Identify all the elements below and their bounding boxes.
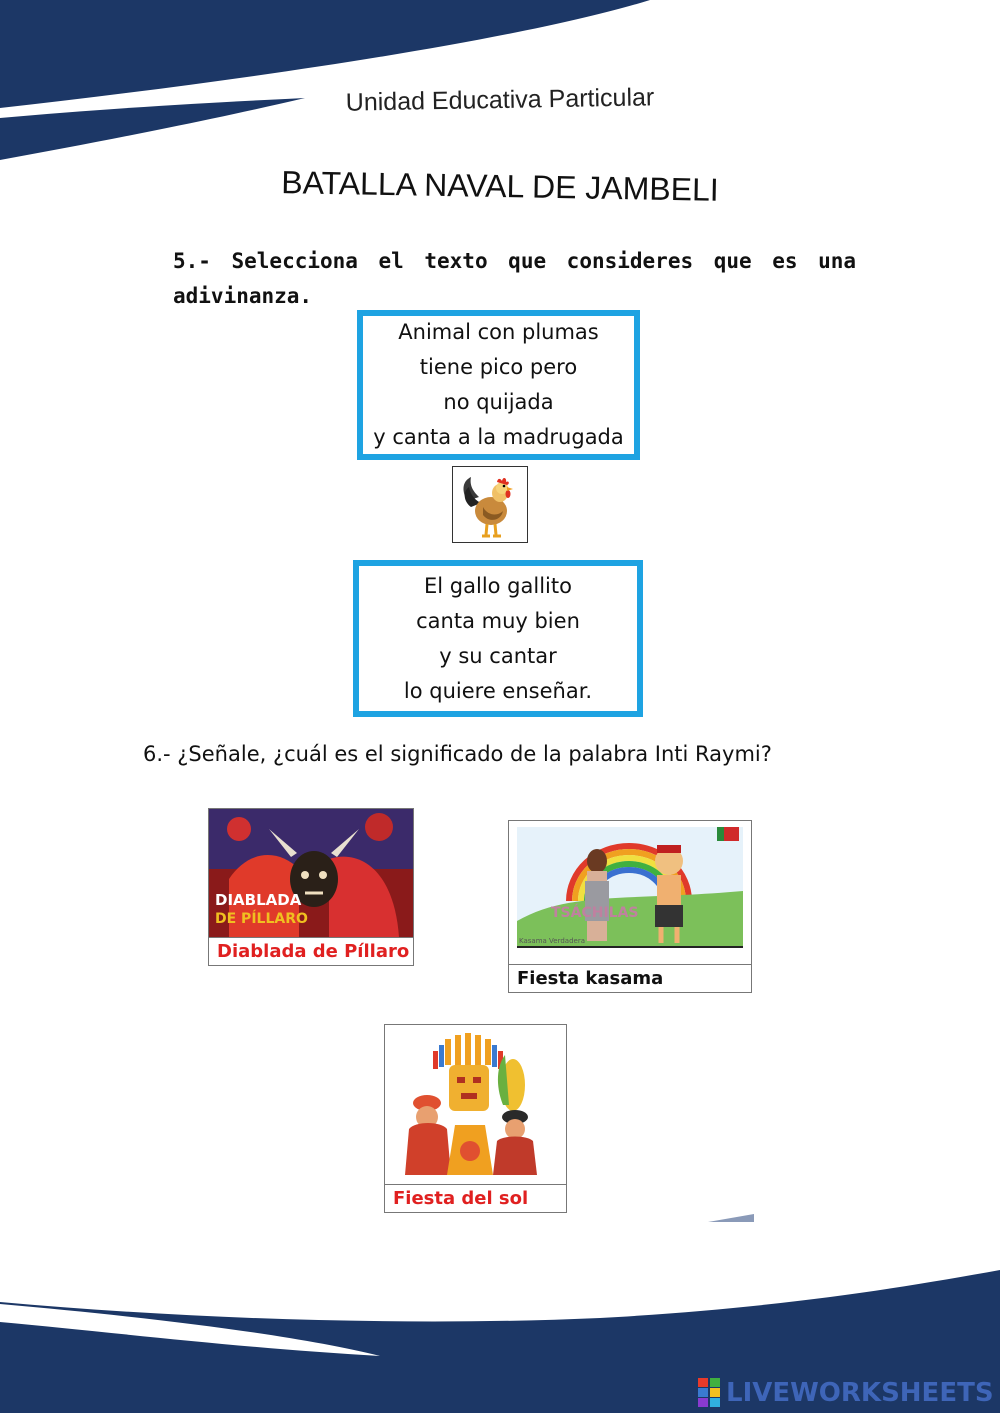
riddle-line: El gallo gallito — [424, 573, 572, 598]
riddle-option-1[interactable] — [357, 310, 640, 460]
riddle-option-2[interactable] — [353, 560, 643, 717]
liveworksheets-logo-icon — [698, 1378, 722, 1408]
inti-raymi-illustration — [385, 1025, 566, 1185]
kasama-image-subtext: Kasama Verdadera — [519, 937, 585, 945]
riddle-line: y su cantar — [439, 643, 557, 668]
answer-option-diablada[interactable] — [208, 808, 414, 966]
decorative-sliver — [708, 1214, 754, 1222]
watermark-text: LIVEWORKSHEETS — [726, 1378, 994, 1408]
rooster-icon — [453, 467, 527, 542]
question-5-prompt: 5.- Selecciona el texto que consideres que es una adivinanza. — [173, 249, 856, 308]
riddle-line: y canta a la madrugada — [373, 425, 624, 449]
rooster-image — [452, 466, 528, 543]
diablada-photo — [209, 809, 413, 937]
riddle-line: canta muy bien — [416, 608, 580, 633]
kasama-image-text: TSÁCHILAS — [551, 905, 639, 921]
page-title: BATALLA NAVAL DE JAMBELI — [280, 164, 720, 208]
option-caption: Fiesta kasama — [509, 964, 751, 992]
liveworksheets-watermark — [698, 1378, 994, 1408]
riddle-line: tiene pico pero — [419, 355, 578, 379]
diablada-image-text: DIABLADA — [215, 891, 302, 909]
option-caption: Diablada de Píllaro — [209, 937, 413, 965]
riddle-line: lo quiere enseñar. — [403, 678, 593, 703]
school-name: Unidad Educativa Particular — [345, 83, 655, 117]
riddle-line: Animal con plumas — [398, 320, 599, 344]
kasama-illustration — [509, 821, 751, 964]
question-6-prompt: 6.- ¿Señale, ¿cuál es el significado de la palabra Inti Raymi? — [143, 742, 772, 766]
answer-option-fiesta-del-sol[interactable] — [384, 1024, 567, 1213]
riddle-line: no quijada — [443, 390, 554, 414]
diablada-image-text: DE PÍLLARO — [215, 911, 308, 927]
option-caption: Fiesta del sol — [385, 1184, 566, 1212]
answer-option-kasama[interactable] — [508, 820, 752, 993]
